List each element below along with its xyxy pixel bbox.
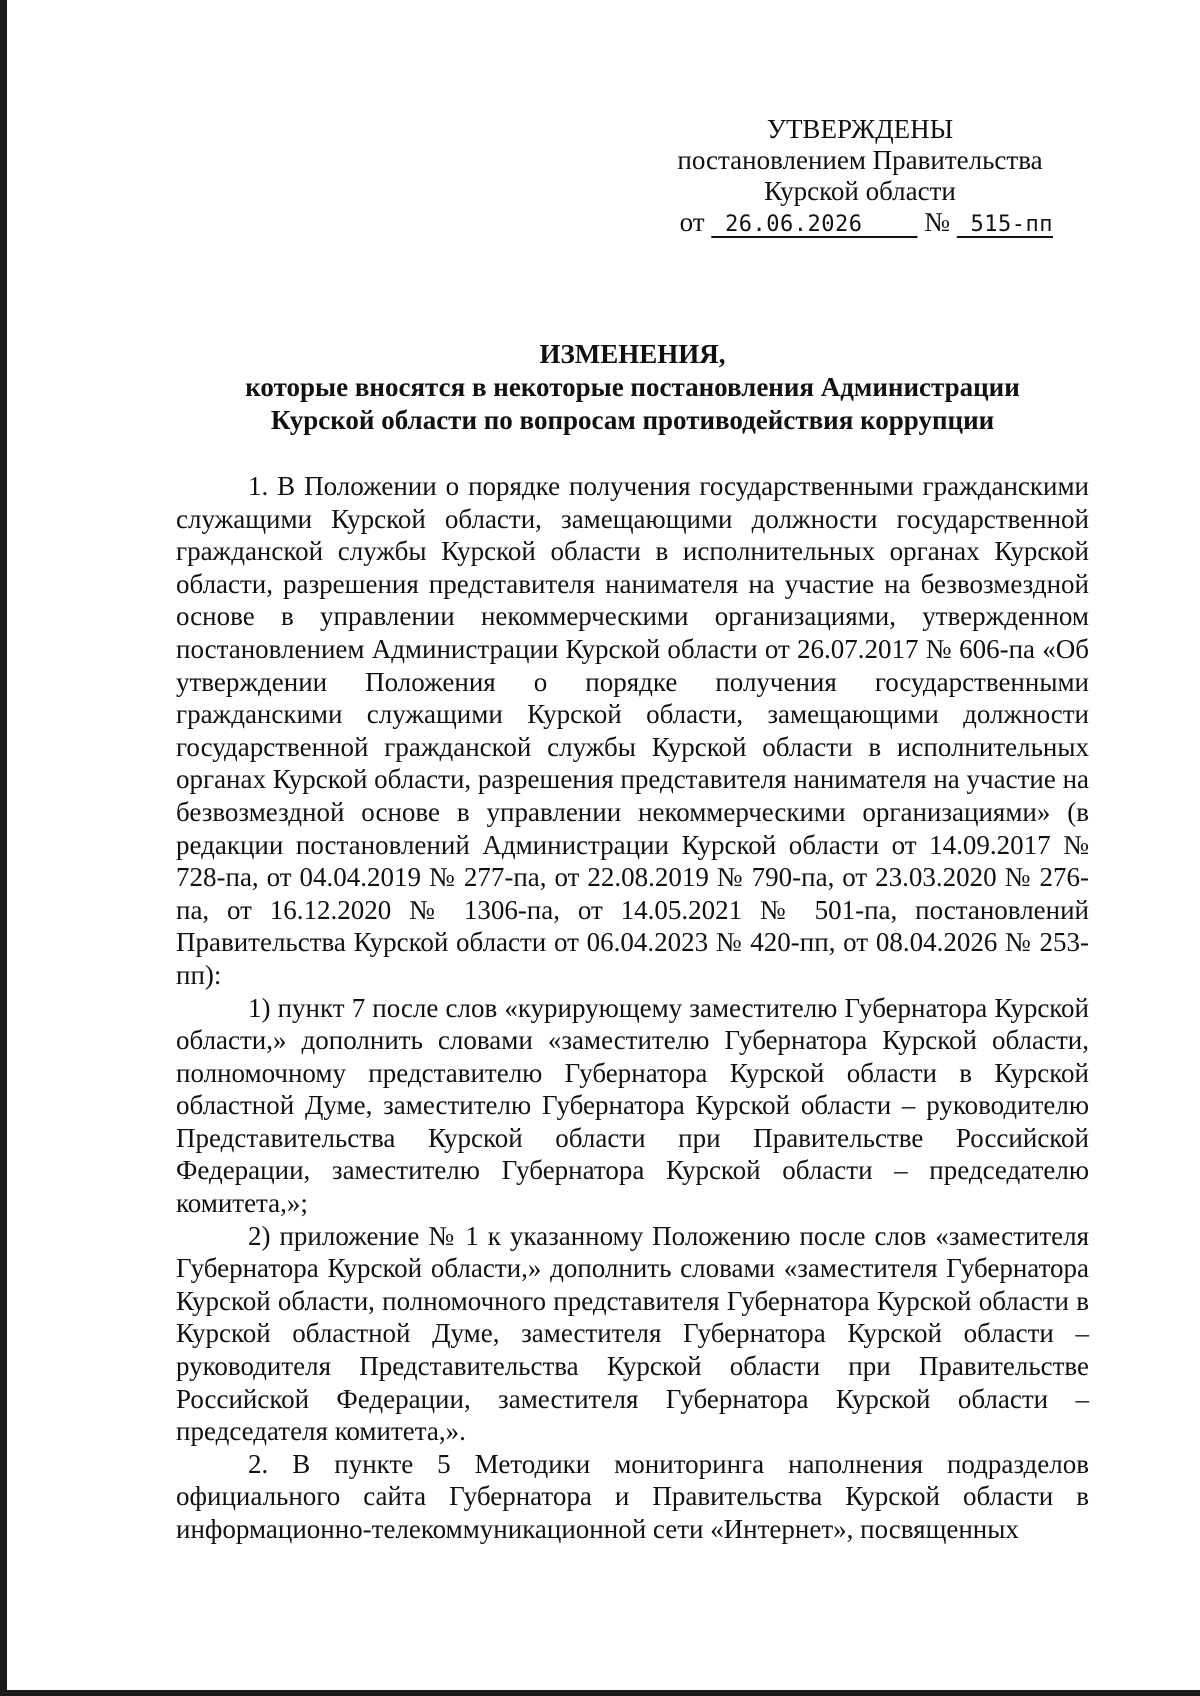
approval-number-prefix: № (924, 207, 951, 237)
approval-date-value: 26.06.2026 (725, 212, 863, 237)
approval-heading: УТВЕРЖДЕНЫ (766, 114, 954, 144)
title-line-3: Курской области по вопросам противодействия коррупции (270, 405, 995, 435)
title-line-2: которые вносятся в некоторые постановления Администрации (245, 372, 1020, 402)
approval-stamp-block (630, 114, 1090, 240)
title-line-1: ИЗМЕНЕНИЯ, (539, 339, 726, 369)
approval-date-line (630, 207, 1090, 240)
approval-number-value: 515-пп (970, 212, 1053, 237)
paragraph-1: 1. В Положении о порядке получения государственными гражданскими служащими Курской области, замещающими должности государственной гражданской службы Курской области в исполнительных органах Курской области, разрешения представителя нанимателя на участие на безвозмездной основе в управлении некоммерческими организациями, утвержденном постановлением Администрации Курской области от 26.07.2017 № 606-па «Об утверждении Положения о порядке получения государственными гражданскими служащими Курской области, замещающими должности государственной гражданской службы Курской области в исполнительных органах Курской области, разрешения представителя нанимателя на участие на безвозмездной основе в управлении некоммерческими организациями» (в редакции постановлений Администрации Курской области от 14.09.2017 № 728-па, от 04.04.2019 № 277-па, от 22.08.2019 № 790-па, от 23.03.2020 № 276-па, от 16.12.2020 № 1306-па, от 14.05.2021 № 501-па, постановлений Правительства Курской области от 06.04.2023 № 420-пп, от 08.04.2026 № 253-пп): (176, 471, 1090, 990)
approval-date-prefix: от (679, 207, 705, 237)
approval-region: Курской области (764, 176, 956, 206)
scan-border-left (0, 0, 7, 1696)
paragraph-1-item-2: 2) приложение № 1 к указанному Положению после слов «заместителя Губернатора Курской области,» дополнить словами «заместителя Губернатора Курской области, полномочного представителя Губернатора Курской области в Курской областной Думе, заместителя Губернатора Курской области – руководителя Представительства Курской области при Правительстве Российской Федерации, заместителя Губернатора Курской области – председателя комитета,». (176, 1220, 1089, 1447)
paragraph-2: 2. В пункте 5 Методики мониторинга наполнения подразделов официального сайта Губернатора и Правительства Курской области в информационно-телекоммуникационной сети «Интернет», посвященных (176, 1448, 1089, 1544)
paragraph-1-item-1: 1) пункт 7 после слов «курирующему заместителю Губернатора Курской области,» дополнить словами «заместителю Губернатора Курской области, полномочному представителю Губернатора Курской области в Курской областной Думе, заместителю Губернатора Курской области – руководителю Представительства Курской области при Правительстве Российской Федерации, заместителю Губернатора Курской области – председателю комитета,»; (176, 992, 1089, 1219)
document-title (176, 338, 1089, 437)
document-body (176, 470, 1089, 1546)
approval-date (711, 212, 917, 237)
approval-issuer: постановлением Правительства (677, 145, 1043, 175)
approval-number (957, 212, 1053, 237)
scan-border-bottom (0, 1690, 1200, 1696)
